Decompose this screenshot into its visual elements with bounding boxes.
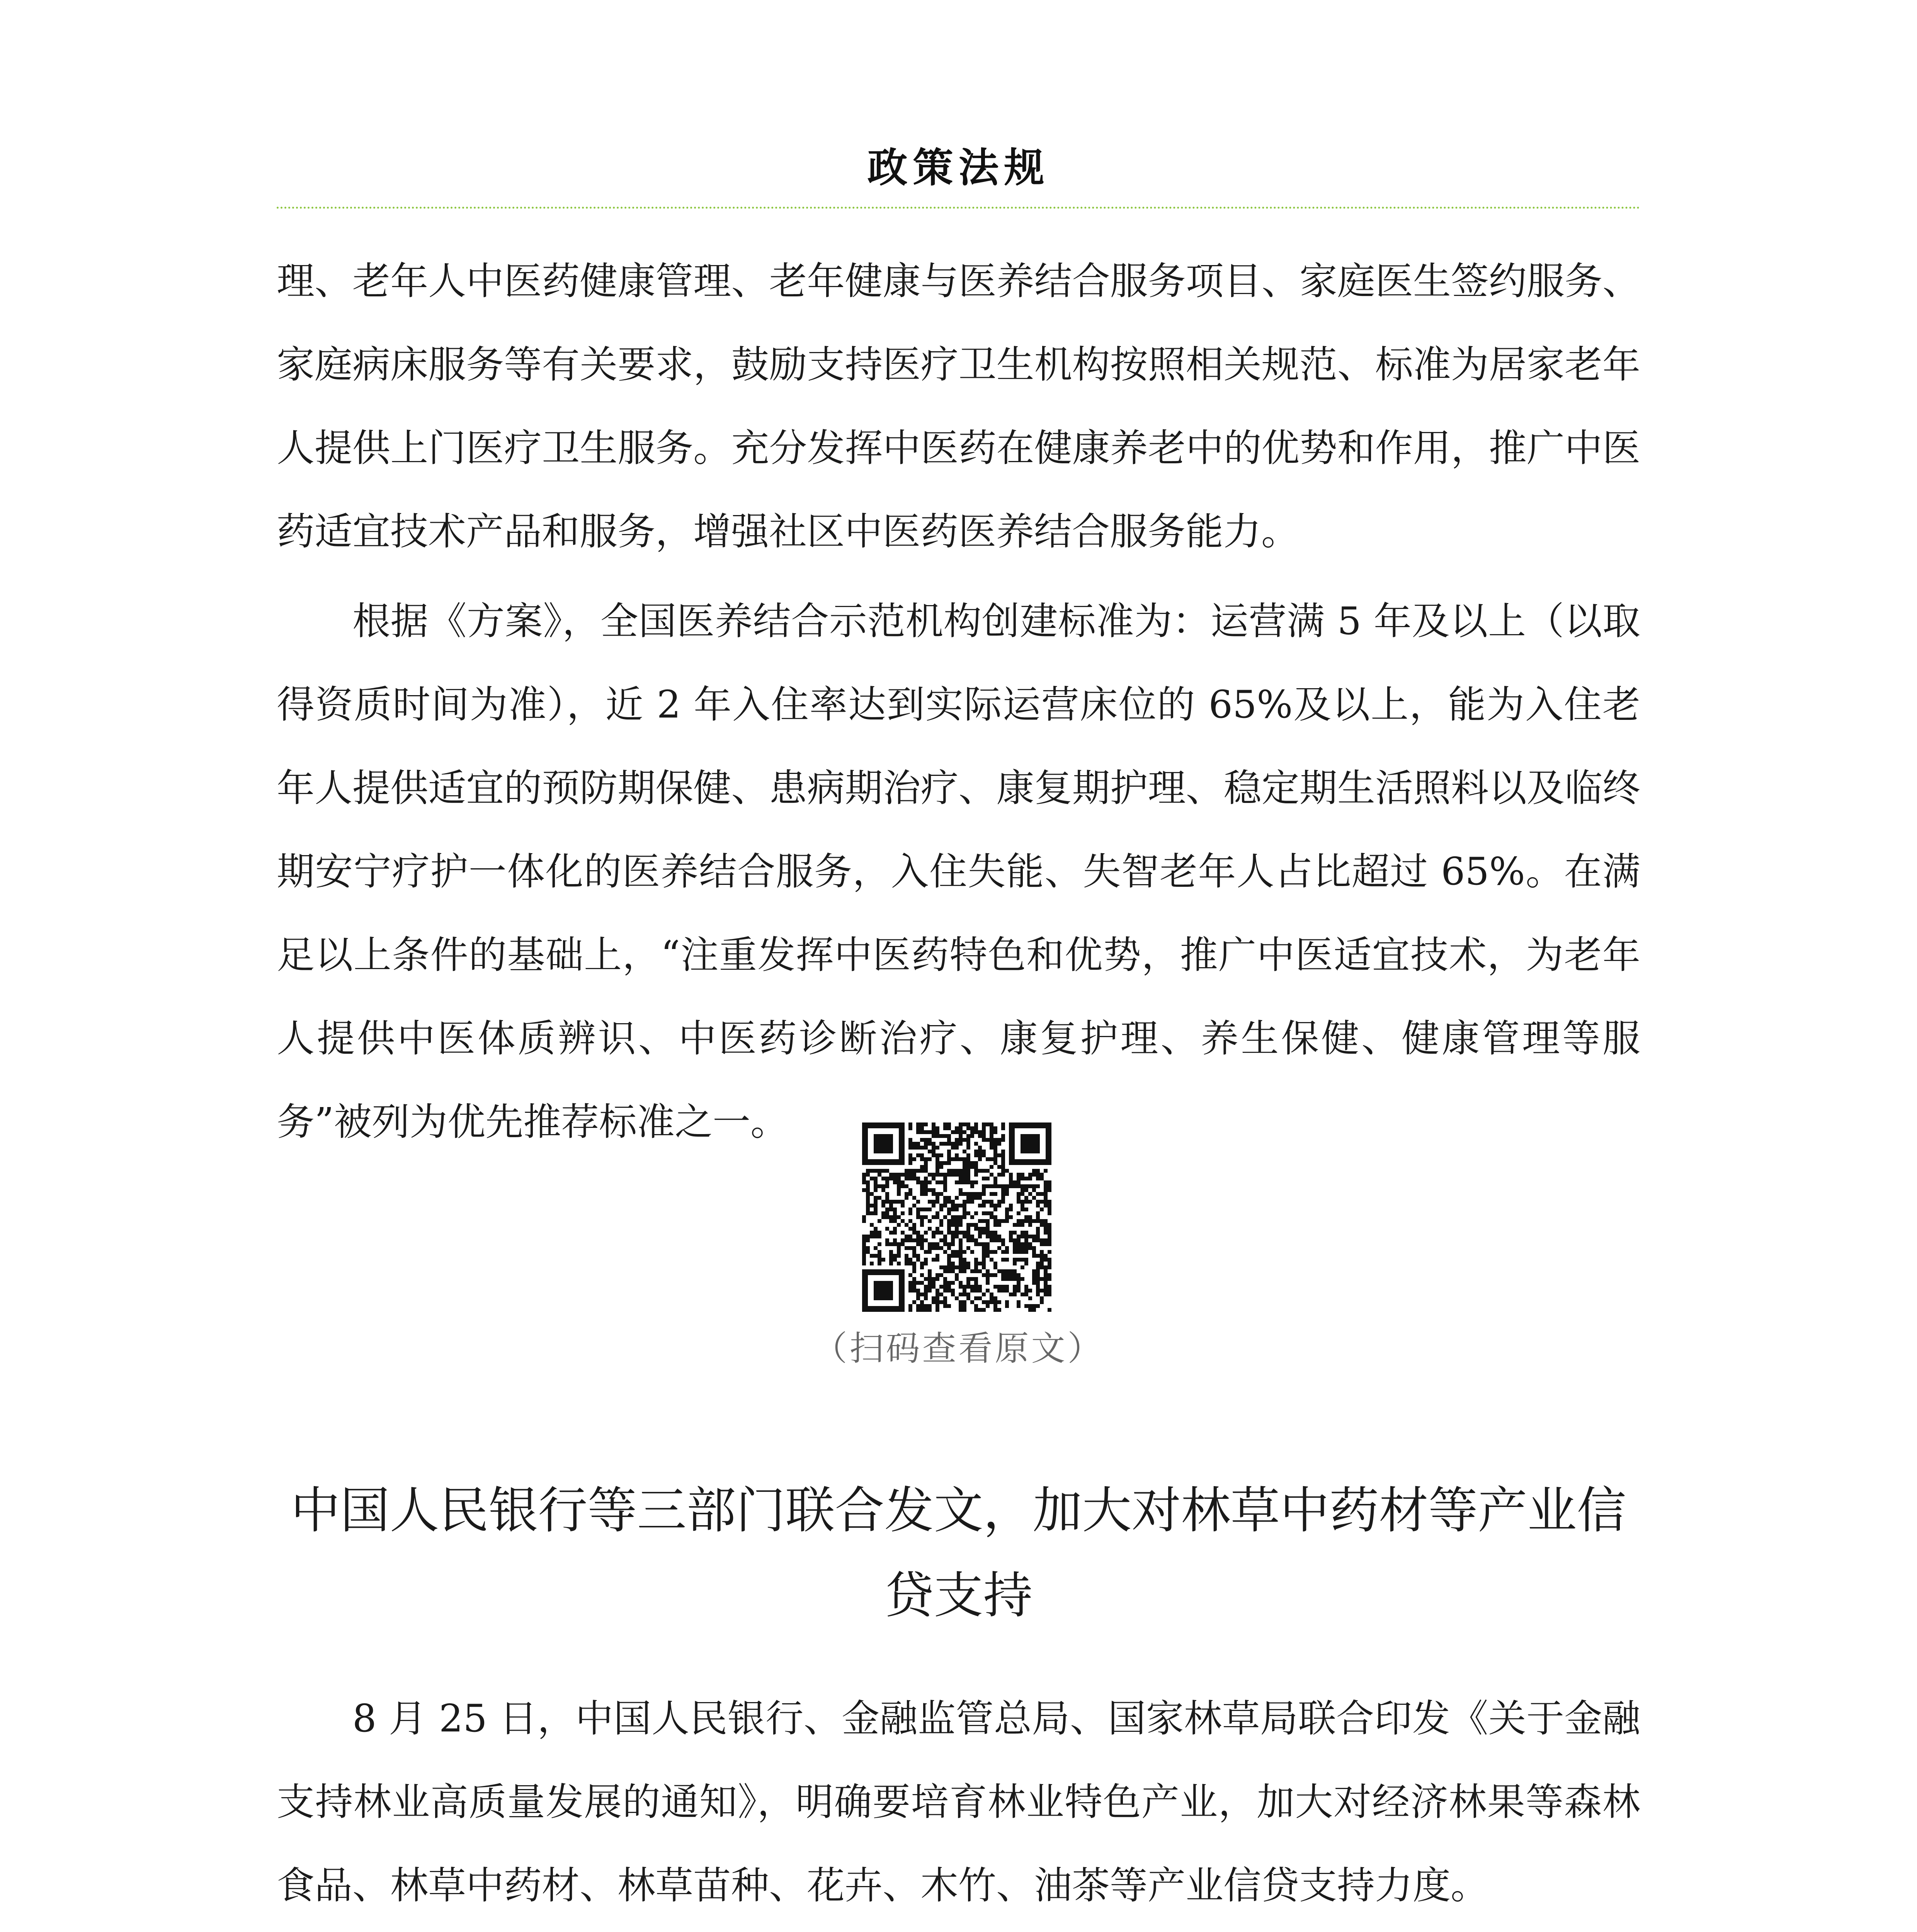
qr-code[interactable]: [862, 1122, 1051, 1312]
body-paragraph: 理、老年人中医药健康管理、老年健康与医养结合服务项目、家庭医生签约服务、家庭病床服务等有关要求，鼓励支持医疗卫生机构按照相关规范、标准为居家老年人提供上门医疗卫生服务。充分发挥中医药在健康养老中的优势和作用，推广中医药适宜技术产品和服务，增强社区中医药医养结合服务能力。: [277, 259, 1640, 554]
qr-caption: （扫码查看原文）: [813, 1328, 1104, 1368]
page-header-title: 政策法规: [867, 144, 1050, 191]
article-title: 中国人民银行等三部门联合发文，加大对林草中药材等产业信贷支持: [291, 1482, 1626, 1624]
body-paragraph: 8 月 25 日，中国人民银行、金融监管总局、国家林草局联合印发《关于金融支持林业高质量发展的通知》，明确要培育林业特色产业，加大对经济林果等森林食品、林草中药材、林草苗种、花卉、木竹、油茶等产业信贷支持力度。: [277, 1697, 1640, 1908]
body-paragraph: 根据《方案》，全国医养结合示范机构创建标准为：运营满 5 年及以上（以取得资质时间为准），近 2 年入住率达到实际运营床位的 65%及以上，能为入住老年人提供适宜的预防期保健、患病期治疗、康复期护理、稳定期生活照料以及临终期安宁疗护一体化的医养结合服务，入住失能、失智老年人占比超过 65%。在满足以上条件的基础上，“注重发挥中医药特色和优势，推广中医适宜技术，为老年人提供中医体质辨识、中医药诊断治疗、康复护理、养生保健、健康管理等服务”被列为优先推荐标准之一。: [277, 599, 1640, 1144]
header-divider: [277, 207, 1640, 209]
